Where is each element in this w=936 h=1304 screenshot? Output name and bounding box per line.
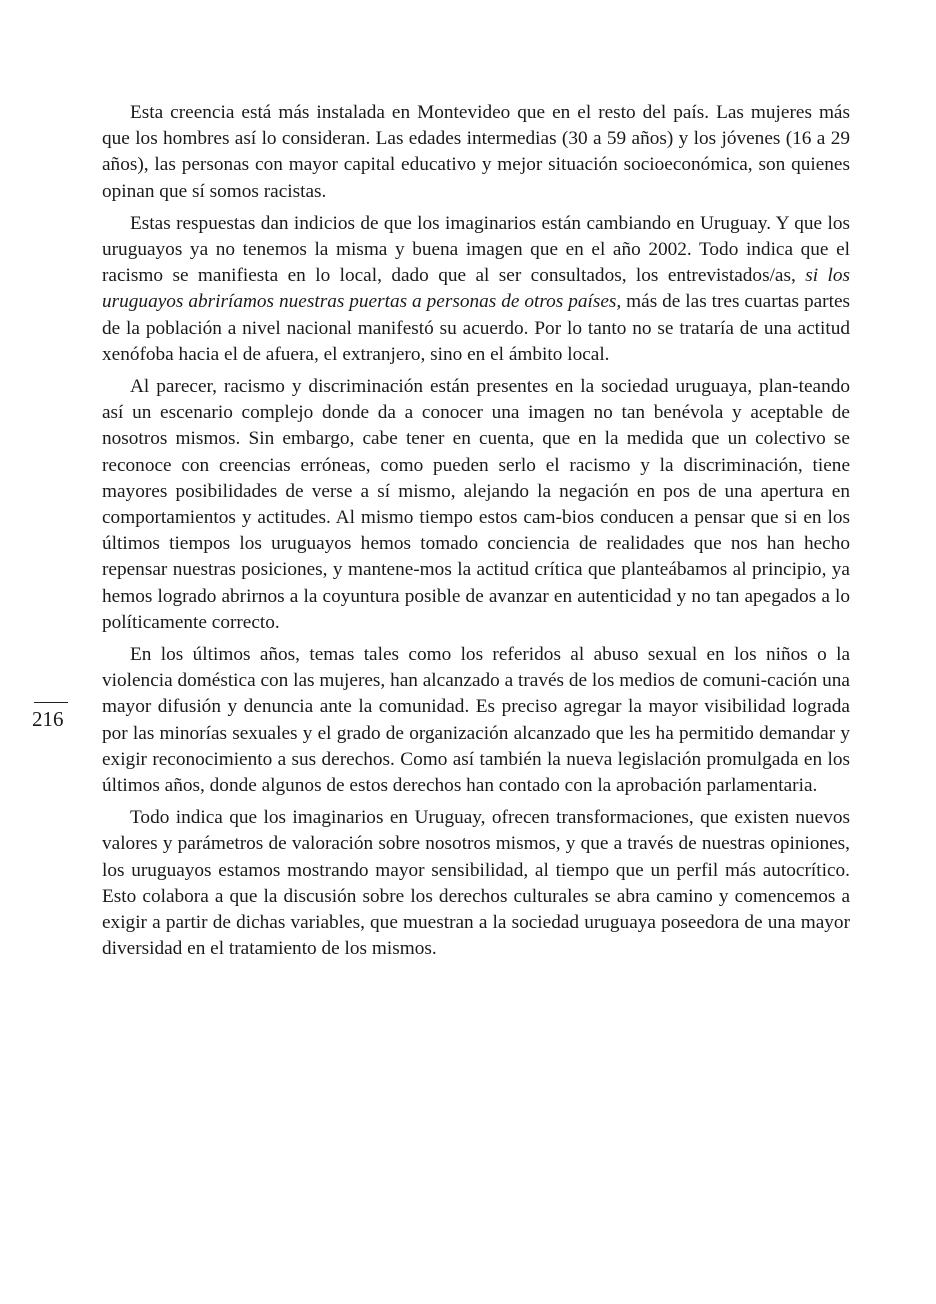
page-number-rule (34, 702, 68, 703)
paragraph-2-start: Estas respuestas dan indicios de que los imaginarios están cambiando en Uruguay. Y que los uruguayos ya no tenemos la misma y buena imagen que en el año 2002. Todo indica que el racismo se manifiesta en lo local, dado que al ser consultados, los entrevistados/as, (102, 212, 850, 287)
body-text (102, 100, 850, 969)
paragraph-1: Esta creencia está más instalada en Montevideo que en el resto del país. Las mujeres más que los hombres así lo consideran. Las edades intermedias (30 a 59 años) y los jóvenes (16 a 29 años), las personas con mayor capital educativo y mejor situación socioeconómica, son quienes opinan que sí somos racistas. (102, 102, 850, 202)
paragraph-2-end: más de las tres cuartas partes de la población a nivel nacional manifestó su acuerdo. Por lo tanto no se trataría de una actitud xenófoba hacia el de afuera, el extranjero, sino en el ámbito local. (102, 291, 851, 365)
paragraph-2-italic-question: si los uruguayos abriríamos nuestras puertas a personas de otros países, (102, 265, 851, 313)
page-number: 216 (32, 707, 64, 731)
paragraph-5: Todo indica que los imaginarios en Uruguay, ofrecen transformaciones, que existen nuevos valores y parámetros de valoración sobre nosotros mismos, y que a través de nuestras opiniones, los uruguayos estamos mostrando mayor sensibilidad, al tiempo que un perfil más autocrítico. Esto colabora a que la discusión sobre los derechos culturales se abra camino y comencemos a exigir a partir de dichas variables, que muestran a la sociedad uruguaya poseedora de una mayor diversidad en el tratamiento de los mismos. (102, 807, 850, 960)
paragraph-2 (102, 211, 850, 368)
paragraph-4: En los últimos años, temas tales como los referidos al abuso sexual en los niños o la violencia doméstica con las mujeres, han alcanzado a través de los medios de comuni-cación una mayor difusión y denuncia ante la comunidad. Es preciso agregar la mayor visibilidad lograda por las minorías sexuales y el grado de organización alcanzado que les ha permitido demandar y exigir reconocimiento a sus derechos. Como así también la nueva legislación promulgada en los últimos años, donde algunos de estos derechos han contado con la aprobación parlamentaria. (102, 644, 850, 797)
paragraph-3: Al parecer, racismo y discriminación están presentes en la sociedad uruguaya, plan-teando así un escenario complejo donde da a conocer una imagen no tan benévola y aceptable de nosotros mismos. Sin embargo, cabe tener en cuenta, que en la medida que un colectivo se reconoce con creencias erróneas, como pueden serlo el racismo y la discriminación, tiene mayores posibilidades de verse a sí mismo, alejando la negación en pos de una apertura en comportamientos y actitudes. Al mismo tiempo estos cam-bios conducen a pensar que si en los últimos tiempos los uruguayos hemos tomado conciencia de realidades que nos han hecho repensar nuestras posiciones, y mantene-mos la actitud crítica que planteábamos al principio, ya hemos logrado abrirnos a la coyuntura posible de avanzar en autenticidad y no tan apegados a lo políticamente correcto. (102, 376, 850, 633)
